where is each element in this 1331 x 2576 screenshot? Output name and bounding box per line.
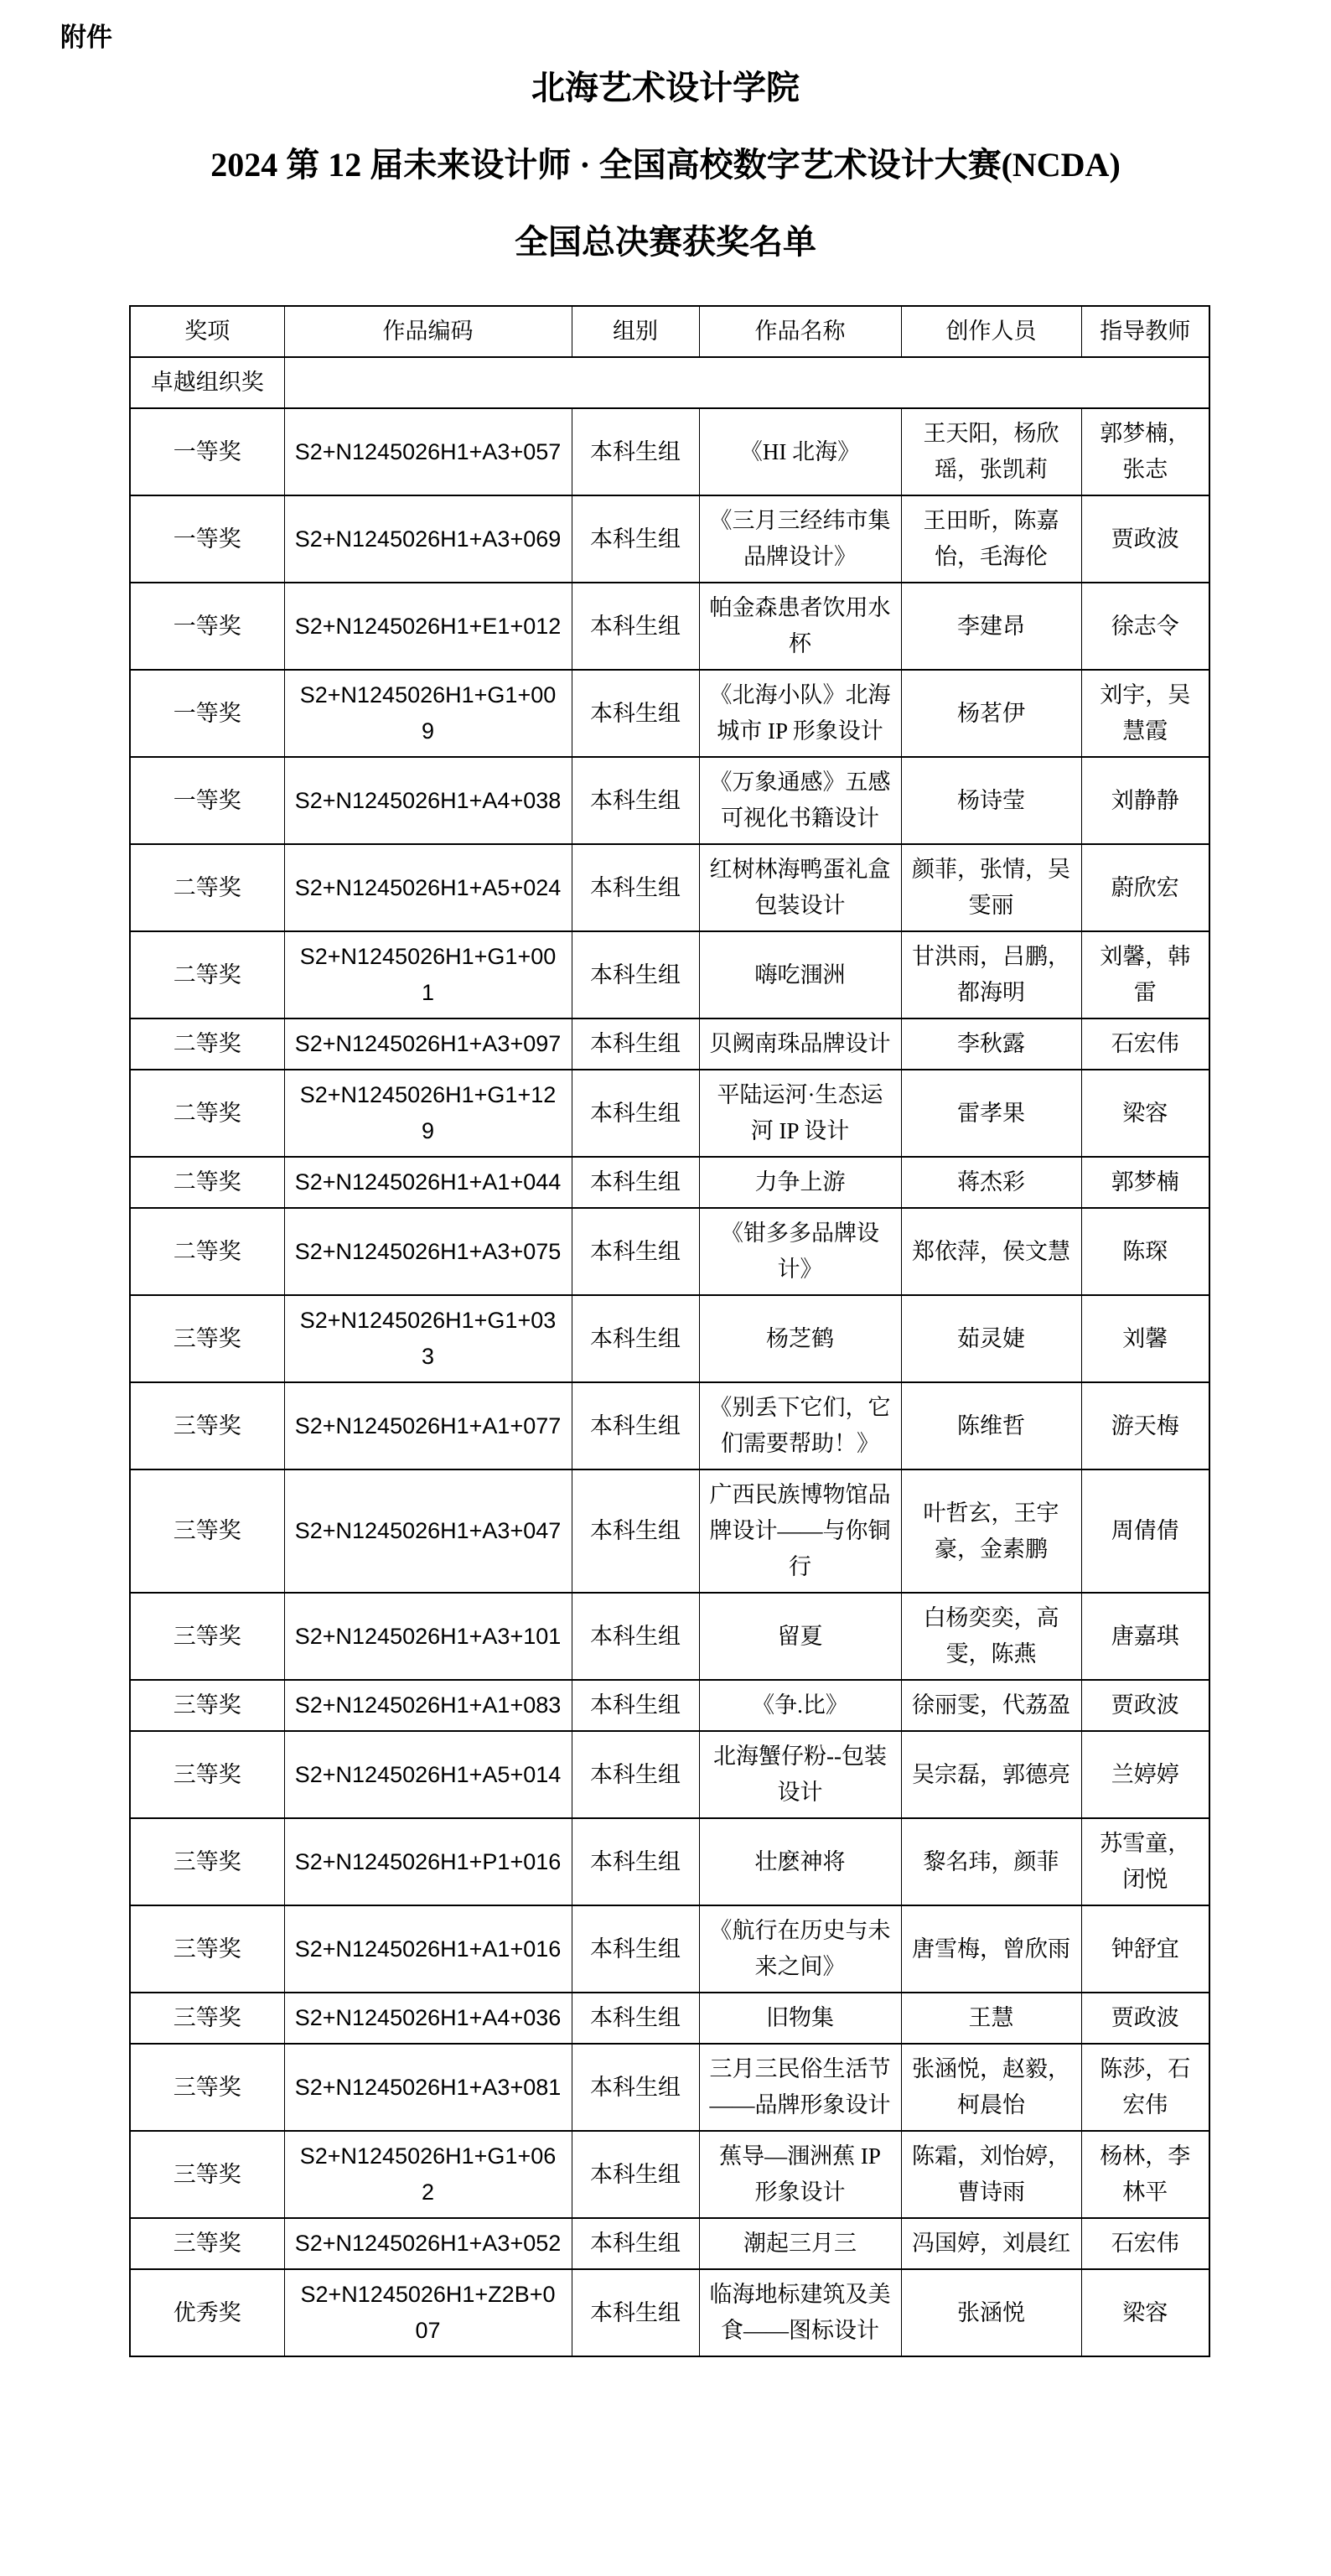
code-cell: S2+N1245026H1+A3+052 bbox=[284, 2218, 572, 2269]
table-row bbox=[130, 844, 1209, 931]
title-cell: 力争上游 bbox=[699, 1157, 901, 1208]
doc-title-award-list: 全国总决赛获奖名单 bbox=[515, 223, 816, 261]
title-cell: 蕉导—涠洲蕉 IP 形象设计 bbox=[699, 2131, 901, 2218]
creators-cell: 王慧 bbox=[901, 1993, 1081, 2044]
teachers-cell: 唐嘉琪 bbox=[1081, 1593, 1209, 1680]
title-cell: 嗨吃涠洲 bbox=[699, 931, 901, 1018]
teachers-cell: 刘宇，吴慧霞 bbox=[1081, 670, 1209, 757]
table-row bbox=[130, 495, 1209, 583]
table-row bbox=[130, 670, 1209, 757]
award-cell: 优秀奖 bbox=[130, 2269, 284, 2356]
teachers-cell: 刘静静 bbox=[1081, 757, 1209, 844]
award-cell: 三等奖 bbox=[130, 1469, 284, 1593]
teachers-cell: 游天梅 bbox=[1081, 1382, 1209, 1469]
award-cell: 二等奖 bbox=[130, 1070, 284, 1157]
code-cell: S2+N1245026H1+A3+101 bbox=[284, 1593, 572, 1680]
awards-table bbox=[129, 305, 1210, 2357]
table-row bbox=[130, 2044, 1209, 2131]
award-cell: 一等奖 bbox=[130, 670, 284, 757]
group-cell: 本科生组 bbox=[572, 495, 699, 583]
award-cell: 一等奖 bbox=[130, 408, 284, 495]
table-row bbox=[130, 1295, 1209, 1382]
title-cell: 壮麽神将 bbox=[699, 1818, 901, 1905]
award-cell: 三等奖 bbox=[130, 1731, 284, 1818]
code-cell: S2+N1245026H1+A1+044 bbox=[284, 1157, 572, 1208]
title-cell: 潮起三月三 bbox=[699, 2218, 901, 2269]
table-row bbox=[130, 1993, 1209, 2044]
table-row bbox=[130, 1018, 1209, 1070]
title-cell: 《北海小队》北海城市 IP 形象设计 bbox=[699, 670, 901, 757]
title-cell: 《别丢下它们，它们需要帮助！》 bbox=[699, 1382, 901, 1469]
group-cell: 本科生组 bbox=[572, 1382, 699, 1469]
creators-cell: 白杨奕奕，高雯，陈燕 bbox=[901, 1593, 1081, 1680]
title-cell: 北海蟹仔粉--包装设计 bbox=[699, 1731, 901, 1818]
award-cell: 三等奖 bbox=[130, 2218, 284, 2269]
creators-cell: 郑依萍，侯文慧 bbox=[901, 1208, 1081, 1295]
teachers-cell: 梁容 bbox=[1081, 2269, 1209, 2356]
table-row bbox=[130, 1818, 1209, 1905]
group-cell: 本科生组 bbox=[572, 2044, 699, 2131]
creators-cell: 杨茗伊 bbox=[901, 670, 1081, 757]
code-cell: S2+N1245026H1+A5+024 bbox=[284, 844, 572, 931]
teachers-cell: 刘馨 bbox=[1081, 1295, 1209, 1382]
table-row bbox=[130, 1731, 1209, 1818]
doc-title-competition: 2024 第 12 届未来设计师 · 全国高校数字艺术设计大赛(NCDA) bbox=[210, 146, 1121, 184]
title-cell: 《万象通感》五感可视化书籍设计 bbox=[699, 757, 901, 844]
teachers-cell: 蔚欣宏 bbox=[1081, 844, 1209, 931]
table-row bbox=[130, 583, 1209, 670]
title-cell: 平陆运河·生态运河 IP 设计 bbox=[699, 1070, 901, 1157]
creators-cell: 雷孝果 bbox=[901, 1070, 1081, 1157]
table-row bbox=[130, 1593, 1209, 1680]
award-cell: 卓越组织奖 bbox=[130, 357, 284, 408]
creators-cell: 颜菲，张情，吴雯丽 bbox=[901, 844, 1081, 931]
teachers-cell: 钟舒宜 bbox=[1081, 1905, 1209, 1993]
code-cell: S2+N1245026H1+A3+097 bbox=[284, 1018, 572, 1070]
attachment-label: 附件 bbox=[60, 23, 112, 52]
code-cell: S2+N1245026H1+A3+081 bbox=[284, 2044, 572, 2131]
code-cell: S2+N1245026H1+A1+016 bbox=[284, 1905, 572, 1993]
title-cell: 《钳多多品牌设计》 bbox=[699, 1208, 901, 1295]
teachers-cell: 徐志令 bbox=[1081, 583, 1209, 670]
code-cell: S2+N1245026H1+A4+038 bbox=[284, 757, 572, 844]
award-cell: 三等奖 bbox=[130, 2044, 284, 2131]
special-award-row bbox=[130, 357, 1209, 408]
group-cell: 本科生组 bbox=[572, 583, 699, 670]
title-cell: 三月三民俗生活节——品牌形象设计 bbox=[699, 2044, 901, 2131]
teachers-cell: 贾政波 bbox=[1081, 1680, 1209, 1731]
teachers-cell: 陈琛 bbox=[1081, 1208, 1209, 1295]
creators-cell: 吴宗磊，郭德亮 bbox=[901, 1731, 1081, 1818]
table-row bbox=[130, 2218, 1209, 2269]
code-cell: S2+N1245026H1+P1+016 bbox=[284, 1818, 572, 1905]
group-cell: 本科生组 bbox=[572, 1993, 699, 2044]
creators-cell: 陈霜，刘怡婷，曹诗雨 bbox=[901, 2131, 1081, 2218]
title-cell: 贝阙南珠品牌设计 bbox=[699, 1018, 901, 1070]
award-cell: 三等奖 bbox=[130, 1593, 284, 1680]
code-cell: S2+N1245026H1+A3+075 bbox=[284, 1208, 572, 1295]
award-cell: 三等奖 bbox=[130, 1818, 284, 1905]
award-cell: 三等奖 bbox=[130, 1993, 284, 2044]
award-cell: 二等奖 bbox=[130, 931, 284, 1018]
merged-empty-cell bbox=[284, 357, 1209, 408]
table-row bbox=[130, 757, 1209, 844]
award-cell: 二等奖 bbox=[130, 844, 284, 931]
award-cell: 三等奖 bbox=[130, 1680, 284, 1731]
creators-cell: 李秋露 bbox=[901, 1018, 1081, 1070]
creators-cell: 王田昕，陈嘉怡，毛海伦 bbox=[901, 495, 1081, 583]
column-header: 奖项 bbox=[130, 306, 284, 357]
teachers-cell: 郭梦楠 bbox=[1081, 1157, 1209, 1208]
title-cell: 《航行在历史与未来之间》 bbox=[699, 1905, 901, 1993]
column-header: 作品编码 bbox=[284, 306, 572, 357]
table-row bbox=[130, 1157, 1209, 1208]
table-row bbox=[130, 1469, 1209, 1593]
creators-cell: 甘洪雨，吕鹏，都海明 bbox=[901, 931, 1081, 1018]
code-cell: S2+N1245026H1+A3+057 bbox=[284, 408, 572, 495]
teachers-cell: 郭梦楠，张志 bbox=[1081, 408, 1209, 495]
code-cell: S2+N1245026H1+G1+001 bbox=[284, 931, 572, 1018]
teachers-cell: 兰婷婷 bbox=[1081, 1731, 1209, 1818]
code-cell: S2+N1245026H1+A3+069 bbox=[284, 495, 572, 583]
title-cell: 帕金森患者饮用水杯 bbox=[699, 583, 901, 670]
creators-cell: 蒋杰彩 bbox=[901, 1157, 1081, 1208]
group-cell: 本科生组 bbox=[572, 1905, 699, 1993]
group-cell: 本科生组 bbox=[572, 1018, 699, 1070]
table-row bbox=[130, 1680, 1209, 1731]
table-row bbox=[130, 931, 1209, 1018]
code-cell: S2+N1245026H1+Z2B+007 bbox=[284, 2269, 572, 2356]
award-cell: 二等奖 bbox=[130, 1157, 284, 1208]
group-cell: 本科生组 bbox=[572, 1593, 699, 1680]
creators-cell: 李建昂 bbox=[901, 583, 1081, 670]
award-cell: 三等奖 bbox=[130, 1295, 284, 1382]
award-cell: 三等奖 bbox=[130, 1905, 284, 1993]
code-cell: S2+N1245026H1+G1+009 bbox=[284, 670, 572, 757]
title-cell: 旧物集 bbox=[699, 1993, 901, 2044]
group-cell: 本科生组 bbox=[572, 931, 699, 1018]
award-cell: 三等奖 bbox=[130, 1382, 284, 1469]
creators-cell: 黎名玮，颜菲 bbox=[901, 1818, 1081, 1905]
teachers-cell: 石宏伟 bbox=[1081, 2218, 1209, 2269]
title-cell: 留夏 bbox=[699, 1593, 901, 1680]
creators-cell: 王天阳，杨欣瑶，张凯莉 bbox=[901, 408, 1081, 495]
table-row bbox=[130, 1208, 1209, 1295]
group-cell: 本科生组 bbox=[572, 1818, 699, 1905]
code-cell: S2+N1245026H1+G1+129 bbox=[284, 1070, 572, 1157]
creators-cell: 杨诗莹 bbox=[901, 757, 1081, 844]
award-cell: 二等奖 bbox=[130, 1018, 284, 1070]
group-cell: 本科生组 bbox=[572, 1731, 699, 1818]
creators-cell: 冯国婷，刘晨红 bbox=[901, 2218, 1081, 2269]
teachers-cell: 贾政波 bbox=[1081, 495, 1209, 583]
title-cell: 广西民族博物馆品牌设计——与你铜行 bbox=[699, 1469, 901, 1593]
teachers-cell: 贾政波 bbox=[1081, 1993, 1209, 2044]
code-cell: S2+N1245026H1+A5+014 bbox=[284, 1731, 572, 1818]
table-row bbox=[130, 1070, 1209, 1157]
creators-cell: 张涵悦，赵毅，柯晨怡 bbox=[901, 2044, 1081, 2131]
column-header: 创作人员 bbox=[901, 306, 1081, 357]
title-cell: 红树林海鸭蛋礼盒包装设计 bbox=[699, 844, 901, 931]
code-cell: S2+N1245026H1+A1+077 bbox=[284, 1382, 572, 1469]
award-cell: 二等奖 bbox=[130, 1208, 284, 1295]
title-cell: 《HI 北海》 bbox=[699, 408, 901, 495]
title-cell: 《三月三经纬市集品牌设计》 bbox=[699, 495, 901, 583]
group-cell: 本科生组 bbox=[572, 2131, 699, 2218]
teachers-cell: 刘馨，韩雷 bbox=[1081, 931, 1209, 1018]
group-cell: 本科生组 bbox=[572, 1157, 699, 1208]
creators-cell: 茹灵婕 bbox=[901, 1295, 1081, 1382]
table-row bbox=[130, 1382, 1209, 1469]
title-cell: 《争.比》 bbox=[699, 1680, 901, 1731]
group-cell: 本科生组 bbox=[572, 1469, 699, 1593]
doc-title-school: 北海艺术设计学院 bbox=[531, 69, 800, 106]
group-cell: 本科生组 bbox=[572, 408, 699, 495]
creators-cell: 张涵悦 bbox=[901, 2269, 1081, 2356]
award-cell: 一等奖 bbox=[130, 495, 284, 583]
column-header: 指导教师 bbox=[1081, 306, 1209, 357]
teachers-cell: 梁容 bbox=[1081, 1070, 1209, 1157]
creators-cell: 唐雪梅，曾欣雨 bbox=[901, 1905, 1081, 1993]
group-cell: 本科生组 bbox=[572, 2218, 699, 2269]
table-row bbox=[130, 408, 1209, 495]
column-header: 组别 bbox=[572, 306, 699, 357]
table-header-row bbox=[130, 306, 1209, 357]
group-cell: 本科生组 bbox=[572, 844, 699, 931]
code-cell: S2+N1245026H1+A4+036 bbox=[284, 1993, 572, 2044]
teachers-cell: 石宏伟 bbox=[1081, 1018, 1209, 1070]
teachers-cell: 周倩倩 bbox=[1081, 1469, 1209, 1593]
group-cell: 本科生组 bbox=[572, 1295, 699, 1382]
title-cell: 杨芝鹤 bbox=[699, 1295, 901, 1382]
group-cell: 本科生组 bbox=[572, 757, 699, 844]
group-cell: 本科生组 bbox=[572, 670, 699, 757]
code-cell: S2+N1245026H1+G1+062 bbox=[284, 2131, 572, 2218]
group-cell: 本科生组 bbox=[572, 1680, 699, 1731]
code-cell: S2+N1245026H1+A1+083 bbox=[284, 1680, 572, 1731]
group-cell: 本科生组 bbox=[572, 1208, 699, 1295]
table-row bbox=[130, 1905, 1209, 1993]
teachers-cell: 杨林，李林平 bbox=[1081, 2131, 1209, 2218]
creators-cell: 叶哲玄，王宇豪，金素鹏 bbox=[901, 1469, 1081, 1593]
table-row bbox=[130, 2131, 1209, 2218]
teachers-cell: 陈莎，石宏伟 bbox=[1081, 2044, 1209, 2131]
table-row bbox=[130, 2269, 1209, 2356]
award-cell: 一等奖 bbox=[130, 757, 284, 844]
code-cell: S2+N1245026H1+E1+012 bbox=[284, 583, 572, 670]
title-cell: 临海地标建筑及美食——图标设计 bbox=[699, 2269, 901, 2356]
code-cell: S2+N1245026H1+A3+047 bbox=[284, 1469, 572, 1593]
group-cell: 本科生组 bbox=[572, 2269, 699, 2356]
creators-cell: 徐丽雯，代荔盈 bbox=[901, 1680, 1081, 1731]
award-cell: 三等奖 bbox=[130, 2131, 284, 2218]
code-cell: S2+N1245026H1+G1+033 bbox=[284, 1295, 572, 1382]
column-header: 作品名称 bbox=[699, 306, 901, 357]
teachers-cell: 苏雪童，闭悦 bbox=[1081, 1818, 1209, 1905]
group-cell: 本科生组 bbox=[572, 1070, 699, 1157]
creators-cell: 陈维哲 bbox=[901, 1382, 1081, 1469]
award-cell: 一等奖 bbox=[130, 583, 284, 670]
